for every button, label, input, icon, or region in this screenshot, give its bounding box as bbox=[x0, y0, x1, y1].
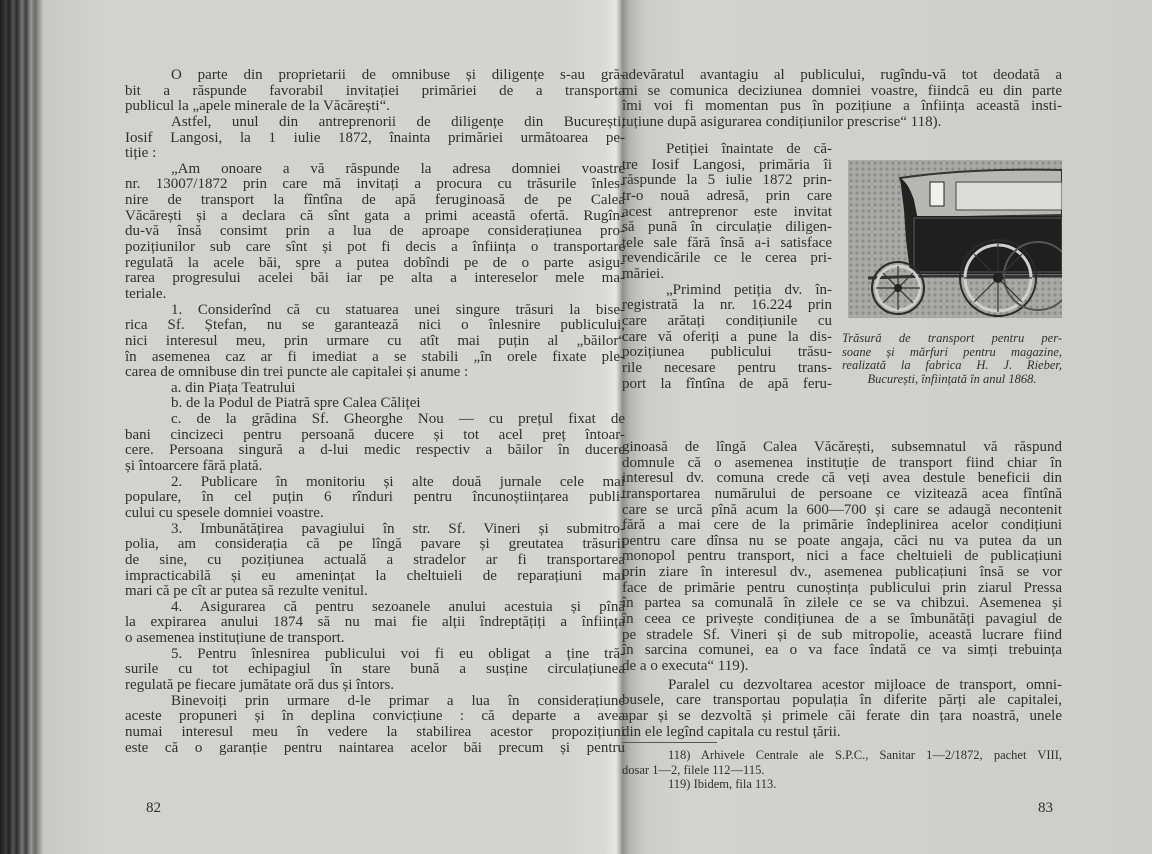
text-line: Paralel cu dezvoltarea acestor mijloace de transport, omni- bbox=[668, 677, 1062, 693]
text-line: a. din Piața Teatrului bbox=[171, 380, 296, 396]
text-line: tre Iosif Langosi, primăria îi bbox=[622, 157, 832, 173]
book-edge bbox=[0, 0, 44, 854]
caption-line: București, înființată în anul 1868. bbox=[867, 372, 1037, 386]
text-line: „Primind petiția dv. în- bbox=[666, 282, 832, 298]
text-line: este că o garanție pentru naintarea acelor băi precum și pentru bbox=[125, 740, 625, 756]
caption-line: soane și mărfuri pentru magazine, bbox=[842, 345, 1062, 359]
text-line: și întoarcere fără plată. bbox=[125, 459, 263, 475]
paragraph bbox=[125, 396, 625, 412]
text-line: de sine, cu pozițiunea actuală a stradelor ar fi transportarea bbox=[125, 552, 625, 568]
text-line: regulată la acele băi, spre a putea dobîndi pe de o parte asigu- bbox=[125, 255, 625, 271]
text-line: 3. Îmbunătățirea pavagiului în str. Sf. Vineri și submitro- bbox=[171, 521, 625, 537]
paragraph bbox=[125, 600, 625, 647]
text-line: de a o executa“ 119). bbox=[622, 658, 749, 674]
text-line: în asemenea caz ar fi imediat a se stabili „în orele fixate ple- bbox=[125, 349, 625, 365]
text-line: nici interesul meu, prin urmare cu atît mai puțin al „băilor“ bbox=[125, 333, 625, 349]
text-line: O parte din proprietarii de omnibuse și diligențe s-au gră- bbox=[171, 68, 625, 83]
page-number-right: 83 bbox=[1038, 800, 1053, 816]
text-line: adevăratul avantagiu al publicului, rugîndu-vă tot deodată a bbox=[622, 68, 1062, 83]
text-line: face de primărie pentru cunoștința publicului prin ziarul Pressa bbox=[622, 580, 1062, 596]
text-line: apar și se dezvoltă și primele căi ferate din țara noastră, unele bbox=[622, 708, 1062, 724]
text-line: dosar 1—2, filele 112—115. bbox=[622, 762, 765, 777]
text-line: rarea progresului acelei băi iar pe alta a intereselor mele ma- bbox=[125, 271, 625, 287]
text-line: pentru care dînsa nu se poate angaja, căci nu va putea da un bbox=[622, 533, 1062, 549]
paragraph bbox=[125, 647, 625, 694]
paragraph bbox=[125, 115, 625, 162]
text-line: în sarcina comunei, ea o va face îndată ce va simți trebuința bbox=[622, 643, 1062, 659]
right-page-column-text bbox=[622, 142, 832, 392]
paragraph bbox=[125, 522, 625, 600]
text-line: îmi voi fi momentan pus în pozițiune a înființa această insti- bbox=[622, 99, 1062, 115]
text-line: Iosif Langosi, la 1 iulie 1872, înainta primăriei următoarea pe- bbox=[125, 130, 625, 146]
text-line: Astfel, unul din antreprenorii de diligențe din București, bbox=[171, 114, 625, 130]
paragraph bbox=[622, 678, 1062, 741]
paragraph bbox=[125, 412, 625, 475]
text-line: la expirarea anului 1874 să nu mai fie alții îndreptățiți a înființa bbox=[125, 615, 625, 631]
text-line: pozițiunilor sub care sînt și pot fi decis a înființa o transportare bbox=[125, 240, 625, 256]
paragraph bbox=[622, 283, 832, 392]
text-line: polia, am considerația că pe lîngă pavare și greutatea trăsurii bbox=[125, 537, 625, 553]
text-line: cere. Persoana singură a d-lui medic respectiv a băilor în ducere bbox=[125, 443, 625, 459]
text-line: aceste propuneri și în deplina convicțiune : că departe a avea bbox=[125, 709, 625, 725]
text-line: acest antreprenor este invitat bbox=[622, 204, 832, 220]
right-page-top-text bbox=[622, 68, 1062, 131]
text-line: care vă oferiți a pune la dis- bbox=[622, 329, 832, 345]
text-line: tiție : bbox=[125, 146, 157, 162]
text-line: Văcărești și a declara că sînt gata a primi această ofertă. Rugîn- bbox=[125, 208, 625, 224]
text-line: prin ziare în interesul dv., asemenea publicațiuni însă se vor bbox=[622, 565, 1062, 581]
text-line: o asemenea instituțiune de transport. bbox=[125, 631, 345, 647]
text-line: port la fîntîna de apă feru- bbox=[622, 376, 832, 392]
text-line: publicul la „apele minerale de la Văcărești“. bbox=[125, 99, 391, 115]
text-line: în partea sa comunală în zilele ce se va chibzui. Asemenea și bbox=[622, 596, 1062, 612]
text-line: țele sale fără însă a-i satisface bbox=[622, 235, 832, 251]
text-line: 1. Considerînd că cu statuarea unei singure trăsuri la bise- bbox=[171, 302, 625, 318]
paragraph bbox=[125, 475, 625, 522]
text-line: transportarea numărului de persoane ce vizitează acea fîntînă bbox=[622, 486, 1062, 502]
text-line: mi se comunica deciziunea domniei voastre, fiindcă eu din parte bbox=[622, 83, 1062, 99]
caption-line: realizată la fabrica H. J. Rieber, bbox=[842, 359, 1062, 372]
text-line: „Am onoare a vă răspunde la adresa domniei voastre bbox=[171, 161, 625, 177]
text-line: care arătați condițiunile cu bbox=[622, 314, 832, 330]
text-line: revendicările ce le cerea pri- bbox=[622, 251, 832, 267]
text-line: pozițiunea publicului trăsu- bbox=[622, 345, 832, 361]
caption-line: Trăsură de transport pentru per- bbox=[842, 332, 1062, 345]
text-line: du-vă însă consimt prin a lua de aproape considerațiunea pro- bbox=[125, 224, 625, 240]
footnotes bbox=[622, 748, 1062, 792]
paragraph bbox=[125, 694, 625, 757]
text-line: b. de la Podul de Piatră spre Calea Căliței bbox=[171, 396, 421, 412]
text-line: rica Sf. Ștefan, nu se garantează nici o înlesnire publicului, bbox=[125, 318, 625, 334]
text-line: rile necesare pentru trans- bbox=[622, 360, 832, 376]
text-line: nr. 13007/1872 prin care mă invitați a procura cu trăsurile înles- bbox=[125, 177, 625, 193]
text-line: c. de la grădina Sf. Gheorghe Nou — cu prețul fixat de bbox=[171, 412, 625, 428]
text-line: impracticabilă și eu amenințat la cheltuieli de reparațiuni mai bbox=[125, 568, 625, 584]
text-line: fără a mai cere de la primărie îndeplinirea acelor condițiuni bbox=[622, 518, 1062, 534]
text-line: Binevoiți prin urmare d-le primar a lua în considerațiune bbox=[171, 693, 625, 709]
footnote bbox=[622, 777, 1062, 792]
text-line: cului cu spesele domniei voastre. bbox=[125, 505, 324, 521]
text-line: teriale. bbox=[125, 286, 167, 302]
text-line: monopol pentru transport, nici a face cheltuieli de publicațiuni bbox=[622, 549, 1062, 565]
right-page-bottom-text bbox=[622, 440, 1062, 740]
text-line: tuțiune după asigurarea condițiunilor prescrise“ 118). bbox=[622, 114, 942, 130]
text-line: Petiției înaintate de că- bbox=[666, 142, 832, 157]
text-line: domnule că o asemenea instituție de transport fiind chiar în bbox=[622, 455, 1062, 471]
text-line: populare, în cel puțin 6 rînduri pentru încunoștiințarea publi- bbox=[125, 490, 625, 506]
text-line: bit a răspunde favorabil invitației primăriei de a transporta bbox=[125, 83, 625, 99]
text-line: bani cincizeci pentru persoană ducere și tot acel preț întoar- bbox=[125, 427, 625, 443]
text-line: tr-o nouă adresă, prin care bbox=[622, 188, 832, 204]
text-line: să pună în circulație diligen- bbox=[622, 220, 832, 236]
paragraph bbox=[125, 162, 625, 303]
text-line: numai interesul meu în vedere la stabilirea acestor propozițiuni bbox=[125, 724, 625, 740]
text-line: nire de transport la fîntîna de apă feruginoasă de pe Calea bbox=[125, 193, 625, 209]
text-line: regulată pe fiecare jumătate oră dus și întors. bbox=[125, 677, 395, 693]
text-line: în ceea ce privește condițiunea de a se îmbunătăți pavagiul de bbox=[622, 612, 1062, 628]
text-line: din ele legînd capitala cu restul țării. bbox=[622, 724, 841, 740]
footnote bbox=[622, 748, 1062, 777]
text-line: registrată la nr. 16.224 prin bbox=[622, 298, 832, 314]
text-line: carea de omnibuse din trei puncte ale capitalei și anume : bbox=[125, 365, 469, 381]
text-line: ginoasă de lîngă Calea Văcărești, subsemnatul vă răspund bbox=[622, 440, 1062, 455]
paragraph bbox=[125, 303, 625, 381]
text-line: răspunde la 5 iulie 1872 prin- bbox=[622, 173, 832, 189]
paragraph bbox=[622, 440, 1062, 675]
carriage-photo bbox=[848, 160, 1062, 318]
figure-caption bbox=[842, 332, 1062, 386]
text-line: mari că pe cît ar putea să rezulte venitul. bbox=[125, 584, 368, 600]
paragraph bbox=[125, 381, 625, 397]
text-line: 119) Ibidem, fila 113. bbox=[668, 777, 777, 791]
paragraph bbox=[622, 68, 1062, 131]
text-line: 4. Asigurarea că pentru sezoanele anului acestuia și pînă bbox=[171, 599, 625, 615]
text-line: interesul dv. comuna crede că veți avea destule beneficii din bbox=[622, 471, 1062, 487]
paragraph bbox=[125, 68, 625, 115]
footnote-divider bbox=[622, 742, 717, 743]
text-line: 5. Pentru înlesnirea publicului voi fi eu obligat a ține tră- bbox=[171, 646, 625, 662]
text-line: pe stradele Sf. Vineri și de sub mitropolie, această lucrare fiind bbox=[622, 627, 1062, 643]
page-number-left: 82 bbox=[146, 800, 161, 816]
paragraph bbox=[622, 142, 832, 283]
text-line: 118) Arhivele Centrale ale S.P.C., Sanitar 1—2/1872, pachet VIII, bbox=[668, 748, 1062, 762]
text-line: măriei. bbox=[622, 267, 665, 283]
text-line: care se urcă pînă acum la 600—700 și care se adaugă necontenit bbox=[622, 502, 1062, 518]
text-line: 2. Publicare în monitoriu și alte două jurnale cele mai bbox=[171, 474, 625, 490]
text-line: surile cu tot echipagiul în stare bună a susține circulațiunea bbox=[125, 662, 625, 678]
left-page-text bbox=[125, 68, 625, 756]
text-line: busele, care transportau populația în diferite părți ale capitalei, bbox=[622, 693, 1062, 709]
